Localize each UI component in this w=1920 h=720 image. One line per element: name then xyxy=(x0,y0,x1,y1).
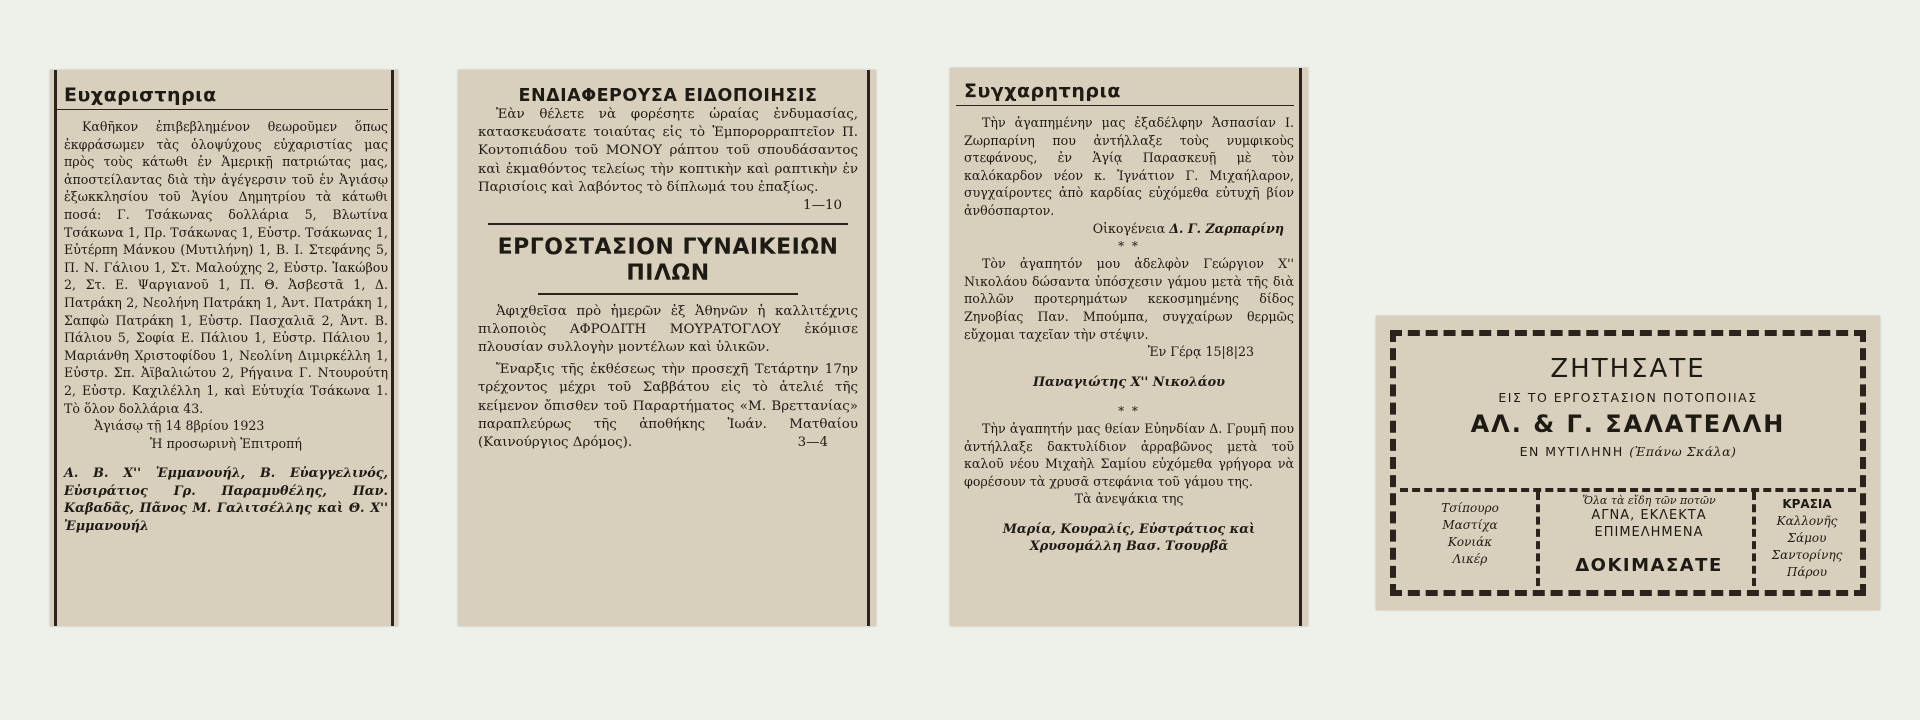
ad-middle xyxy=(1546,494,1752,576)
list-item: Καλλονῆς xyxy=(1776,514,1838,528)
notice-body: Ἐὰν θέλετε νὰ φορέσητε ὡραίας ἐνδυμασίας, κατασκευάσατε τοιαύτας εἰς τὸ Ἐμπορορραπτεῖον Π. Κοντοπιάδου τοῦ ΜΟΝΟΥ ράπτου τοῦ σπουδάσαντος καὶ ἐκμαθόντος τελείως τὴν κοπτικὴν καὶ ραπτικὴν ἐν Παρισίοις καὶ λαβόντος τὸ δίπλωμά του ἐπαξίως. xyxy=(478,107,858,195)
ad-right-list xyxy=(1762,496,1852,581)
sig1-name: Δ. Γ. Ζαρπαρίνη xyxy=(1169,220,1284,236)
congrats-sig2: Παναγιώτης Χ'' Νικολάου xyxy=(1032,374,1226,390)
ad-left-list xyxy=(1408,500,1532,568)
thanks-date: Ἀγιάσῳ τῇ 14 8βρίου 1923 xyxy=(94,418,265,434)
title-rule xyxy=(54,109,388,110)
ad-right-heading: ΚΡΑΣΙΑ xyxy=(1782,497,1832,511)
notice-number: 1—10 xyxy=(803,198,842,214)
congrats-date2: Ἐν Γέρᾳ 15|8|23 xyxy=(1147,344,1254,360)
thanks-signatures: Α. Β. Χ'' Ἐμμανουήλ, Β. Εὐαγγελινός, Εὐσιράτιος Γρ. Παραμυθέλης, Παν. Καβαδᾶς, Πᾶνος Μ. Γαλιτσέλλης καὶ Θ. Χ'' Ἐμμανουήλ xyxy=(64,466,388,534)
ad-vdivider-right xyxy=(1752,492,1756,586)
ad-line2: ΕΙΣ ΤΟ ΕΡΓΟΣΤΑΣΙΟΝ ΠΟΤΟΠΟΙΙΑΣ xyxy=(1498,390,1758,405)
congrats-p1: Τὴν ἀγαπημένην μας ἐξαδέλφην Ἀσπασίαν Ι. Ζωρπαρίνη που ἀντήλλαξε τοὺς νυμφικοὺς στεφάνους, ἐν Ἁγίᾳ Παρασκευῇ μὲ τὸν καλόκαρδον νέον κ. Ἰγνάτιον Γ. Μιχαήλαρον, συγχαίροντες ἀπὸ καρδίας εὐχόμεθα εὐτυχῆ βίον ἀνθόσπαρτον. xyxy=(964,115,1294,218)
thanks-title: Ευχαριστηρια xyxy=(64,84,217,106)
list-item: Τσίπουρο xyxy=(1441,501,1499,515)
ad-line4 xyxy=(1376,444,1880,459)
ad-mid-cta: ΔΟΚΙΜΑΣΑΤΕ xyxy=(1575,555,1723,576)
ad-line3: ΑΛ. & Γ. ΣΑΛΑΤΕΛΛΗ xyxy=(1470,410,1786,438)
list-item: Κονιάκ xyxy=(1447,535,1493,549)
ad-city: ΕΝ ΜΥΤΙΛΗΝΗ xyxy=(1519,444,1624,459)
thanks-committee: Ἡ προσωρινὴ Ἐπιτροπή xyxy=(150,435,302,451)
heading-rule xyxy=(538,293,798,295)
list-item: Σάμου xyxy=(1787,531,1827,545)
sig1-prefix: Οἰκογένεια xyxy=(1092,220,1166,236)
left-rule xyxy=(54,70,57,626)
congrats-sig3: Μαρία, Κουραλίς, Εὐστράτιος καὶ Χρυσομάλλη Βασ. Τσουρβᾶ xyxy=(1002,521,1256,555)
ad-city-note: (Ἐπάνω Σκάλα) xyxy=(1629,444,1737,459)
ad-vdivider-left xyxy=(1536,492,1540,586)
list-item: Λικέρ xyxy=(1452,552,1488,566)
congrats-p2: Τὸν ἀγαπητόν μου ἀδελφὸν Γεώργιον Χ'' Νικολάου δώσαντα ὑπόσχεσιν γάμου μετὰ τῆς διὰ πολλῶν προτερημάτων κεκοσμημένης δίδος Ζηνοβίας Παν. Μπούμπα, συγχαίρων θερμῶς εὔχομαι ταχεῖαν τὴν στέψιν. xyxy=(964,256,1294,342)
factory-heading: ΕΡΓΟΣΤΑΣΙΟΝ ΓΥΝΑΙΚΕΙΩΝ ΠΙΛΩΝ xyxy=(497,234,839,286)
clipping-notices xyxy=(458,70,876,626)
list-item: Πάρου xyxy=(1786,565,1828,579)
clipping-distillery-ad xyxy=(1376,316,1880,610)
congrats-p3: Τὴν ἀγαπητήν μας θείαν Εὐηνδίαν Δ. Γρυμῆ που ἀντήλλαξε δακτυλίδιον ἀρραβῶνος μετὰ τοῦ καλοῦ νέου Μιχαὴλ Σαμίου εὐχόμεθα γρήγορα νὰ φορέσουν τὰ χρυσᾶ στεφάνια τοῦ γάμου της. xyxy=(964,420,1294,489)
clipping-congrats xyxy=(950,68,1308,626)
notice-heading: ΕΝΔΙΑΦΕΡΟΥΣΑ ΕΙΔΟΠΟΙΗΣΙΣ xyxy=(518,86,818,106)
thanks-body: Καθῆκον ἐπιβεβλημένον θεωροῦμεν ὅπως ἐκφράσωμεν τὰς ὁλοψύχους εὐχαριστίας μας πρὸς τοὺς κάτωθι ἐν Ἀμερικῇ πατριώτας μας, ἀποστείλαντας διὰ τὴν ἀγέγερσιν τοῦ ἐν Ἀγιάσῳ ἐξωκκλησίου τοῦ Ἁγίου Δημητρίου τὰ κάτωθι ποσά: Γ. Τσάκωνας δολλάρια 5, Βλωτίνα Τσάκωνα 1, Πρ. Τσάκωνας 1, Εὐστρ. Τσάκωνας 1, Εὐτέρπη Μάνκου (Μυτιλήνη) 1, Β. Ι. Στεφάνης 5, Π. Ν. Γάλιου 1, Στ. Μαλούχης 2, Εὐστρ. Ἰακώβου 2, Στ. Ε. Ψαργιανοῦ 1, Π. Θ. Ἀσβεστᾶ 1, Δ. Πατράκη 2, Νεολήνη Πατράκη 1, Ἀντ. Πατράκη 1, Σαπφὼ Πατράκη 1, Εὐστρ. Πασχαλιᾶ 2, Ἀντ. Β. Πάλιου 5, Σοφία Ε. Πάλιου 1, Εὐστρ. Πάλιου 1, Μαριάνθη Χριστοφίδου 1, Νεολίνη Διμιρκέλλη 1, Εὐστρ. Σπ. Ἀϊβαλιώτου 2, Ρήγαινα Γ. Ντουρούτη 2, Εὐστρ. Καχιλέλλη 1, καὶ Εὐτυχία Τσάκωνα 1. Τὸ ὅλον δολλάρια 43. xyxy=(64,119,388,416)
title-rule xyxy=(956,105,1294,106)
factory-number: 3—4 xyxy=(797,435,828,451)
list-item: Μαστίχα xyxy=(1442,518,1498,532)
exhibition-body: Ἔναρξις τῆς ἐκθέσεως τὴν προσεχῆ Τετάρτην 17ην τρέχοντος μέχρι τοῦ Σαββάτου εἰς τὸ ἀτελιέ τῆς κείμενον ὄπισθεν τοῦ Παραρτήματος «Μ. Βρεττανίας» παραπλεύρως τῆς ἀποθήκης Ἰωάν. Ματθαίου (Καινούργιος Δρόμος). xyxy=(478,362,858,451)
separator-stars-2: * * xyxy=(1118,403,1140,418)
factory-body: Ἀφιχθεῖσα πρὸ ἡμερῶν ἐξ Ἀθηνῶν ἡ καλλιτέχνις πιλοποιὸς ΑΦΡΟΔΙΤΗ ΜΟΥΡΑΤΟΓΛΟΥ ἐκόμισε πλουσίαν συλλογὴν μοντέλων καὶ ὑλικῶν. xyxy=(478,303,858,356)
clipping-thanks xyxy=(50,70,398,626)
section-rule xyxy=(488,223,848,225)
separator-stars: * * xyxy=(1118,239,1140,254)
ad-line1: ΖΗΤΗΣΑΤΕ xyxy=(1550,354,1706,384)
right-rule xyxy=(1299,68,1302,626)
congrats-title: Συγχαρητηρια xyxy=(964,80,1121,102)
right-rule xyxy=(867,70,870,626)
right-rule xyxy=(391,70,394,626)
list-item: Σαντορίνης xyxy=(1771,548,1843,562)
ad-mid-text: ΑΓΝΑ, ΕΚΛΕΚΤΑ ΕΠΙΜΕΛΗΜΕΝΑ xyxy=(1591,508,1707,540)
ad-mid-note: Ὅλα τὰ εἴδη τῶν ποτῶν xyxy=(1582,494,1716,507)
congrats-sig3-intro: Τὰ ἀνεψάκια της xyxy=(1074,491,1184,507)
